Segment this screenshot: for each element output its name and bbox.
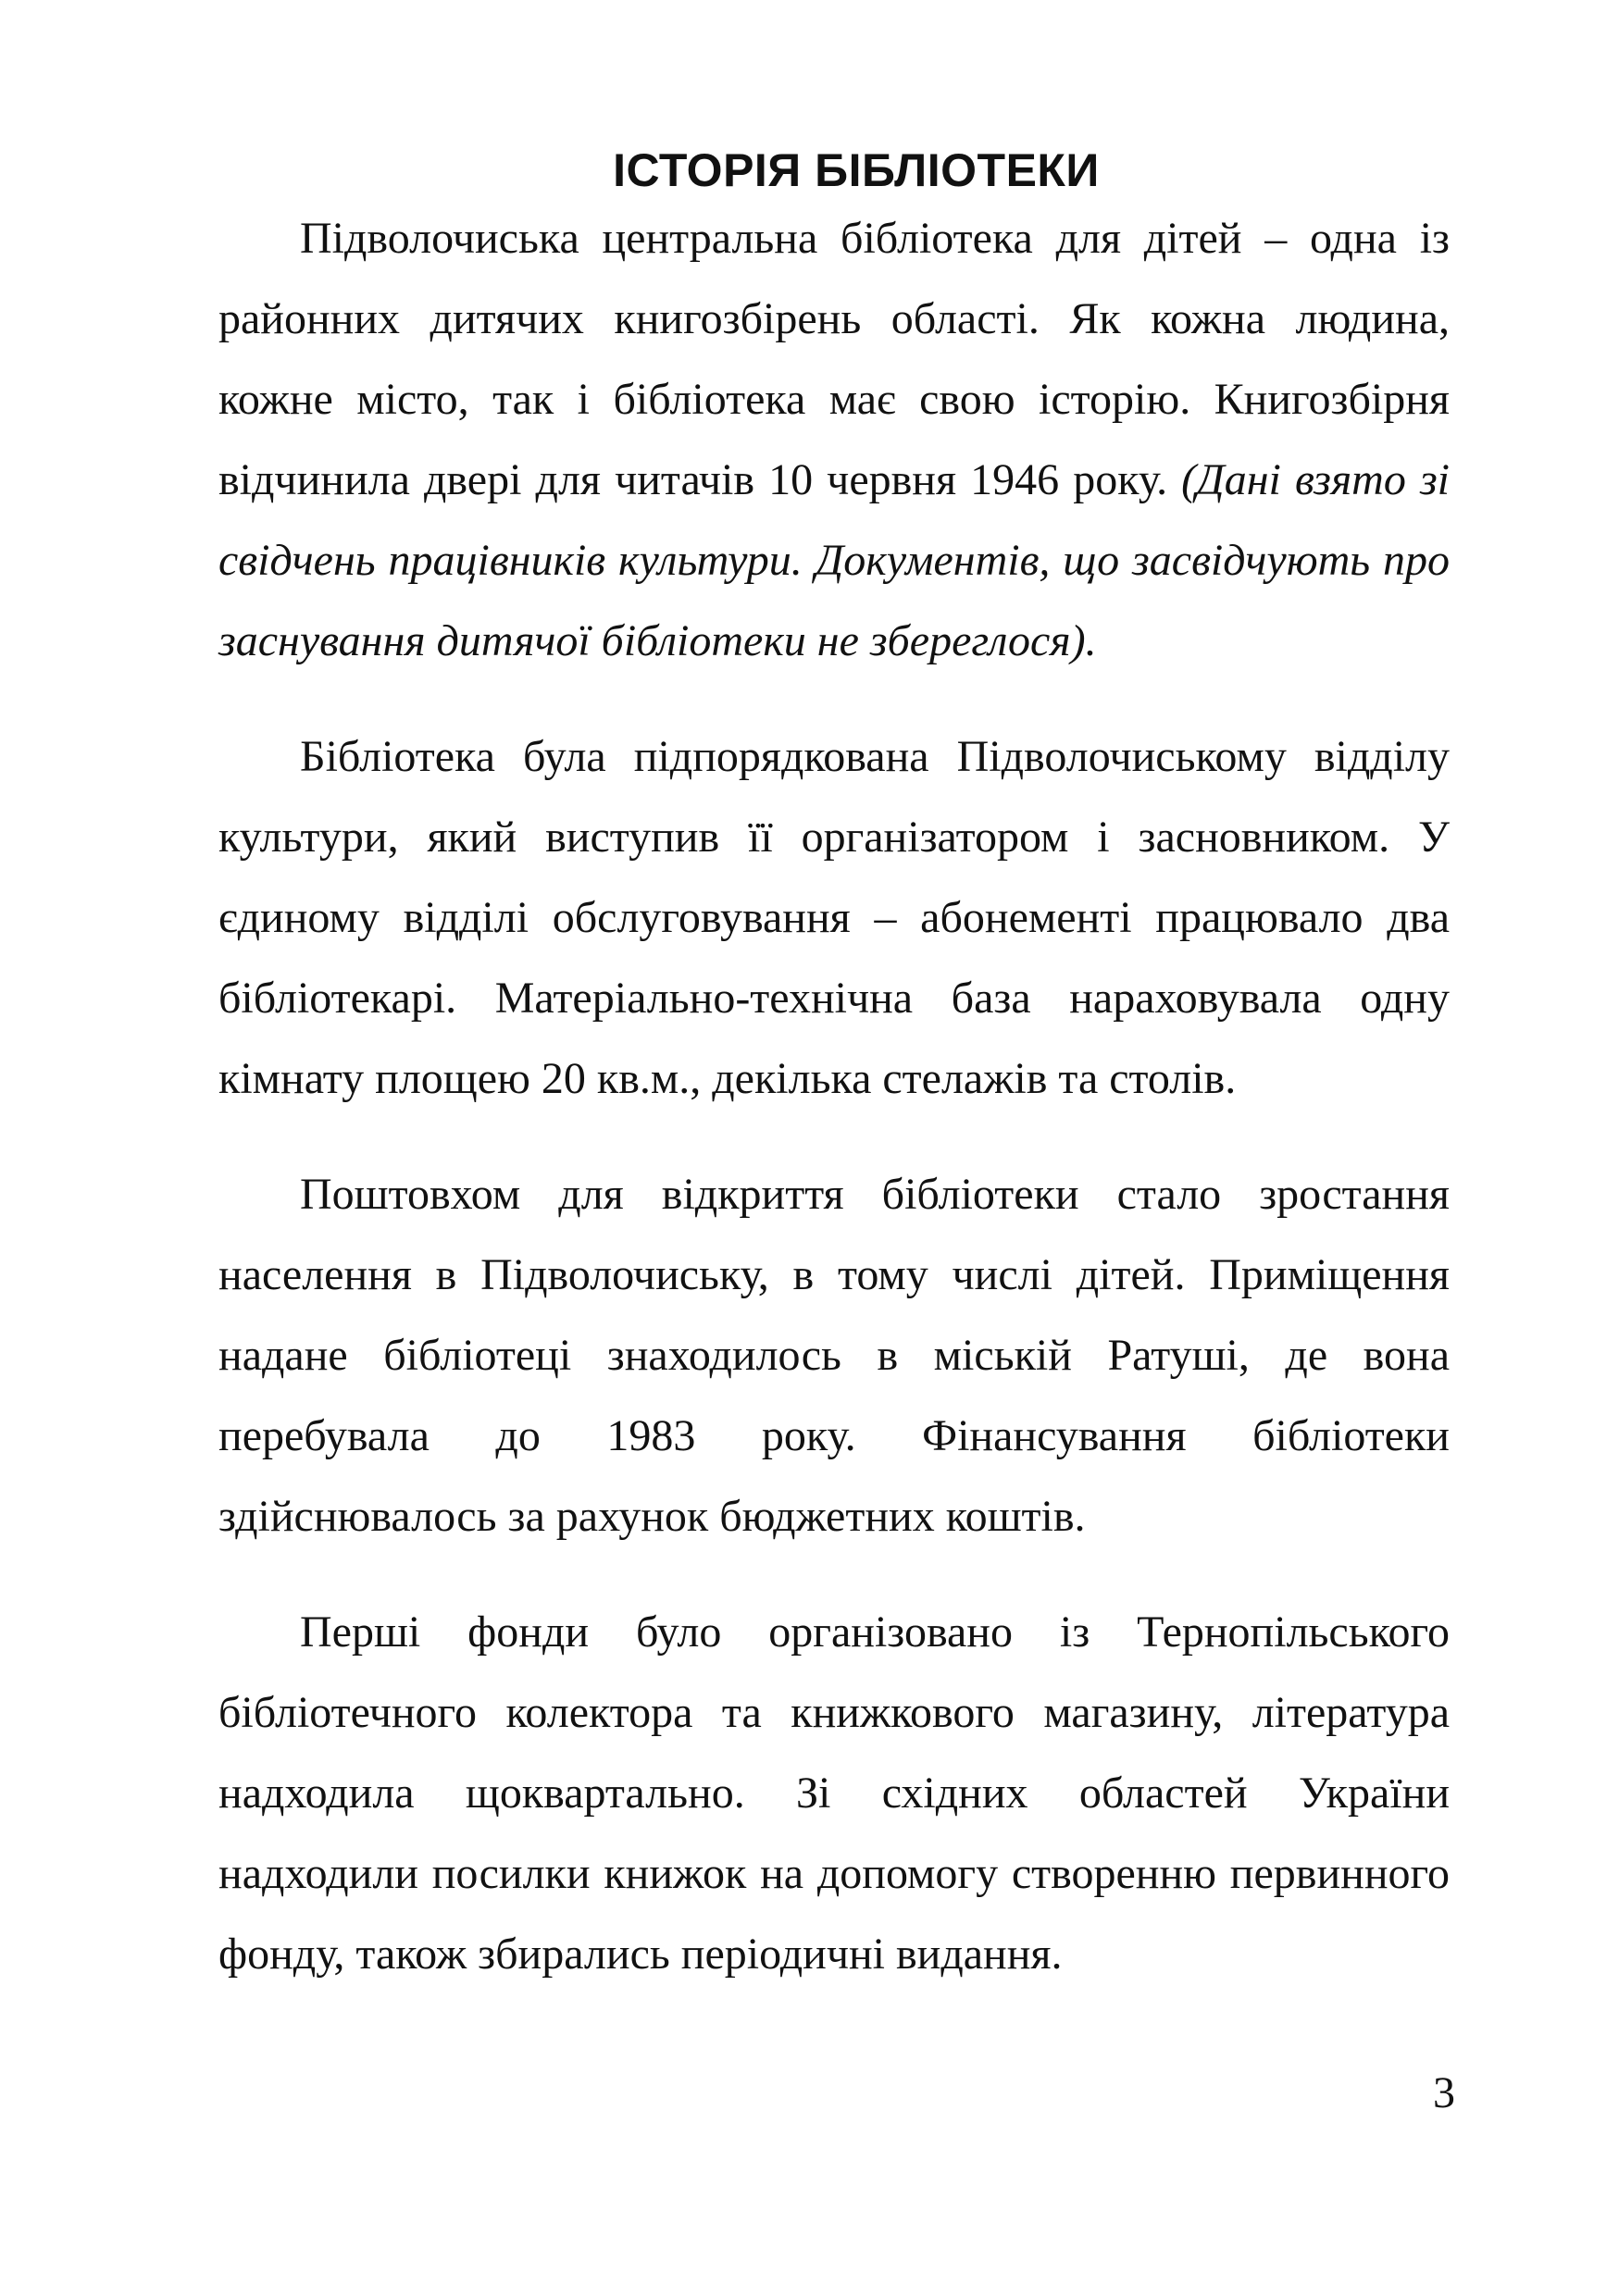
paragraph-first-funds-text: Перші фонди було організовано із Тернопільського бібліотечного колектора та книжкового магазину, література надходила щоквартально. Зі східних областей України надходили посилки книжок на допомогу створенню первинного фонду, також збирались періодичні видання. [218, 1607, 1450, 1979]
page-title: ІСТОРІЯ БІБЛІОТЕКИ [613, 144, 1100, 196]
paragraph-founding-note: (Дані взято зі свідчень працівників культури. Документів, що засвідчують про заснування дитячої бібліотеки не збереглося). [218, 455, 1451, 665]
page-number: 3 [1433, 2068, 1455, 2117]
paragraph-first-funds [218, 1592, 1450, 1994]
paragraph-organization-text: Бібліотека була підпорядкована Підволочиському відділу культури, який виступив її організатором і засновником. У єдиному відділі обслуговування – абонементі працювало два бібліотекарі. Матеріально-технічна база нараховувала одну кімнату площею 20 кв.м., декілька стелажів та столів. [218, 732, 1450, 1103]
paragraph-premises-text: Поштовхом для відкриття бібліотеки стало зростання населення в Підволочиську, в тому числі дітей. Приміщення надане бібліотеці знаходилось в міській Ратуші, де вона перебувала до 1983 року. Фінансування бібліотеки здійснювалось за рахунок бюджетних коштів. [218, 1170, 1450, 1541]
paragraph-organization [218, 716, 1450, 1119]
paragraph-founding [218, 198, 1450, 681]
paragraph-premises [218, 1154, 1450, 1557]
paragraph-founding-text: Підволочиська центральна бібліотека для дітей – одна із районних дитячих книгозбірень області. Як кожна людина, кожне місто, так і бібліотека має свою історію. Книгозбірня відчинила двері для читачів 10 червня 1946 року. [218, 214, 1450, 504]
page-content [218, 137, 1450, 2029]
